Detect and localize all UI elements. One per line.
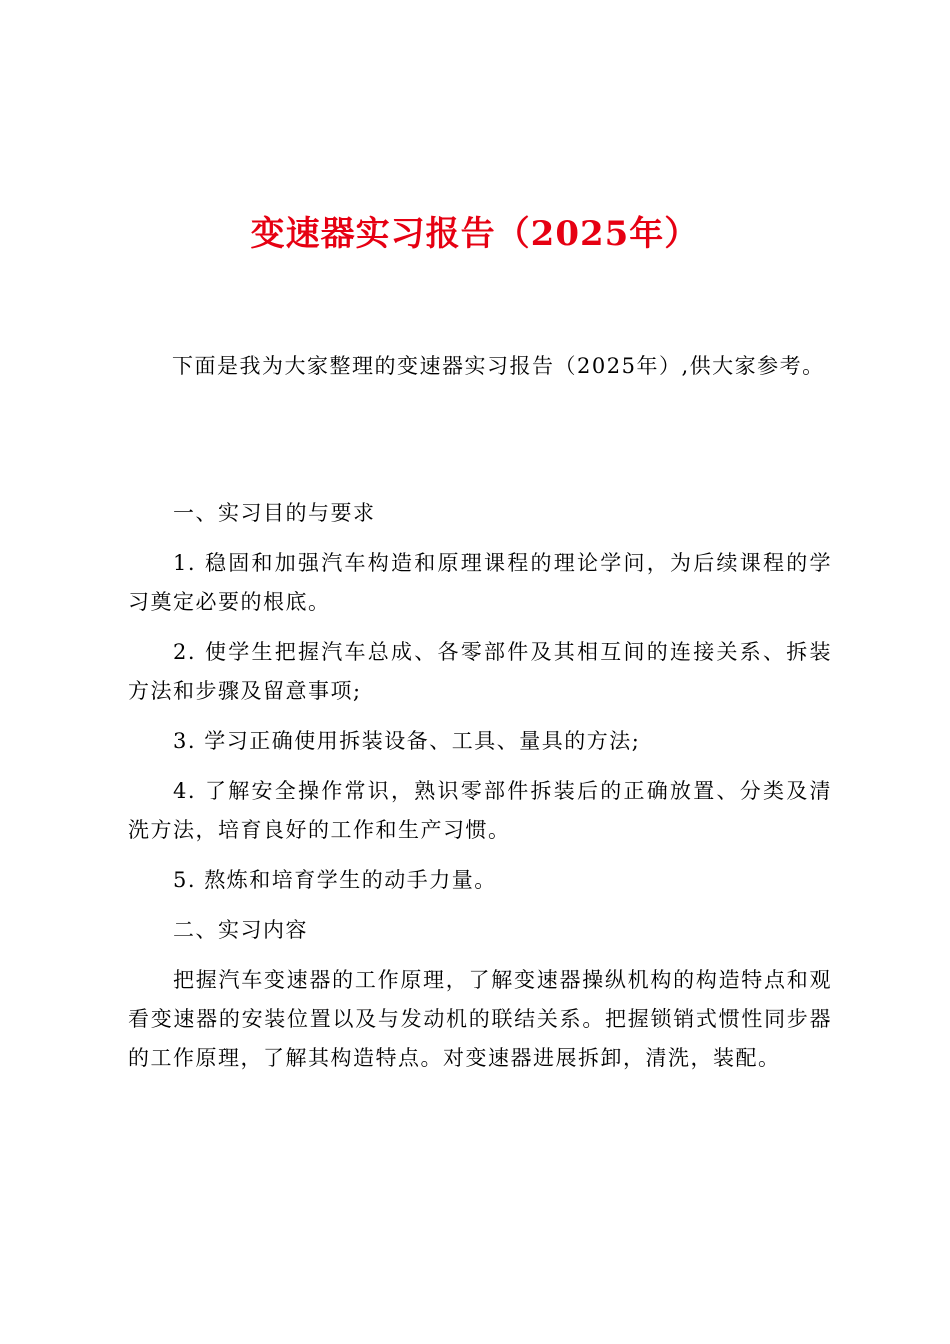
list-item: 4. 了解安全操作常识，熟识零部件拆装后的正确放置、分类及清洗方法，培育良好的工作和生产习惯。 [128,779,832,842]
section-heading-purpose: 一、实习目的与要求 [173,501,376,525]
document-title: 变速器实习报告（2025年） [250,214,700,254]
intro-paragraph: 下面是我为大家整理的变速器实习报告（2025年）,供大家参考。 [172,354,825,378]
list-item: 2. 使学生把握汽车总成、各零部件及其相互间的连接关系、拆装方法和步骤及留意事项; [128,640,832,703]
list-item: 3. 学习正确使用拆装设备、工具、量具的方法; [173,729,641,753]
section-heading-content: 二、实习内容 [173,918,308,942]
list-item: 1. 稳固和加强汽车构造和原理课程的理论学问，为后续课程的学习奠定必要的根底。 [128,551,832,614]
document-body [128,494,832,1089]
list-item: 5. 熬炼和培育学生的动手力量。 [173,868,497,892]
body-paragraph: 把握汽车变速器的工作原理，了解变速器操纵机构的构造特点和观看变速器的安装位置以及与发动机的联结关系。把握锁销式惯性同步器的工作原理，了解其构造特点。对变速器进展拆卸，清洗，装配。 [128,968,832,1070]
